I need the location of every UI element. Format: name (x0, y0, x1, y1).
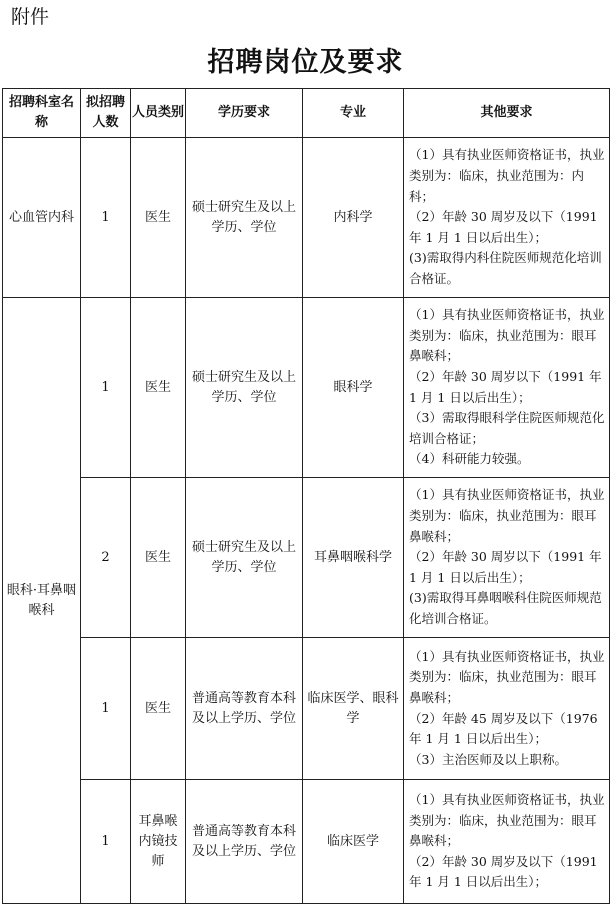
education-cell: 普通高等教育本科及以上学历、学位 (186, 780, 303, 904)
requirement-item: （2）年龄 30 周岁以下（1991 年 1 月 1 日以后出生）； (409, 549, 602, 585)
recruitment-table (2, 88, 610, 904)
category-cell: 医生 (131, 638, 186, 780)
table-row (3, 298, 610, 478)
table-row (3, 138, 610, 298)
requirement-item: (3)需取得耳鼻咽喉科住院医师规范化培训合格证。 (409, 590, 602, 626)
header-count: 拟招聘人数 (81, 89, 131, 138)
requirement-item: （3）主治医师及以上职称。 (409, 751, 567, 767)
category-cell: 医生 (131, 478, 186, 638)
header-requirements: 其他要求 (404, 89, 610, 138)
attachment-label: 附件 (11, 6, 50, 28)
major-cell: 眼科学 (303, 298, 404, 478)
requirement-item: （4）科研能力较强。 (409, 451, 530, 467)
dept-cell: 心血管内科 (3, 138, 81, 298)
requirement-item: （1）具有执业医师资格证书，执业类别为：临床，执业范围为：眼耳鼻喉科； (409, 307, 605, 364)
major-cell: 耳鼻咽喉科学 (303, 478, 404, 638)
header-education: 学历要求 (186, 89, 303, 138)
table-row (3, 780, 610, 904)
count-cell: 1 (81, 638, 131, 780)
table-row (3, 638, 610, 780)
count-cell: 1 (81, 298, 131, 478)
major-cell: 内科学 (303, 138, 404, 298)
education-cell: 普通高等教育本科及以上学历、学位 (186, 638, 303, 780)
education-cell: 硕士研究生及以上学历、学位 (186, 138, 303, 298)
requirements-cell (404, 298, 610, 478)
major-cell: 临床医学 (303, 780, 404, 904)
requirement-item: （1）具有执业医师资格证书，执业类别为：临床，执业范围为：眼耳鼻喉科； (409, 487, 605, 544)
document-title: 招聘岗位及要求 (207, 47, 404, 78)
education-cell: 硕士研究生及以上学历、学位 (186, 298, 303, 478)
header-dept: 招聘科室名称 (3, 89, 81, 138)
count-cell: 1 (81, 138, 131, 298)
dept-cell: 眼科·耳鼻咽喉科 (3, 298, 81, 904)
requirement-item: （2）年龄 30 周岁以下（1991 年 1 月 1 日以后出生）； (409, 368, 602, 405)
requirement-item: （1）具有执业医师资格证书，执业类别为：临床，执业范围为：眼耳鼻喉科； (409, 792, 605, 849)
requirements-cell (404, 638, 610, 780)
table-header-row (3, 89, 610, 138)
category-cell: 耳鼻喉内镜技师 (131, 780, 186, 904)
requirement-item: （2）年龄 30 周岁及以下（1991 年 1 月 1 日以后出生）； (409, 209, 598, 245)
requirements-cell (404, 478, 610, 638)
requirements-cell (404, 138, 610, 298)
major-cell: 临床医学、眼科学 (303, 638, 404, 780)
count-cell: 2 (81, 478, 131, 638)
education-cell: 硕士研究生及以上学历、学位 (186, 478, 303, 638)
requirement-item: （1）具有执业医师资格证书，执业类别为：临床，执业范围为：眼耳鼻喉科； (409, 648, 605, 705)
requirement-item: （2）年龄 30 周岁及以下（1991 年 1 月 1 日以后出生）； (409, 853, 598, 890)
table-row (3, 478, 610, 638)
requirement-item: （1）具有执业医师资格证书，执业类别为：临床，执业范围为：内科； (409, 147, 605, 204)
count-cell: 1 (81, 780, 131, 904)
category-cell: 医生 (131, 298, 186, 478)
header-category: 人员类别 (131, 89, 186, 138)
requirement-item: (3)需取得内科住院医师规范化培训合格证。 (409, 250, 602, 286)
requirement-item: （2）年龄 45 周岁及以下（1976 年 1 月 1 日以后出生）； (409, 710, 598, 747)
requirement-item: （3）需取得眼科学住院医师规范化培训合格证； (409, 410, 605, 446)
header-major: 专业 (303, 89, 404, 138)
requirements-cell (404, 780, 610, 904)
category-cell: 医生 (131, 138, 186, 298)
